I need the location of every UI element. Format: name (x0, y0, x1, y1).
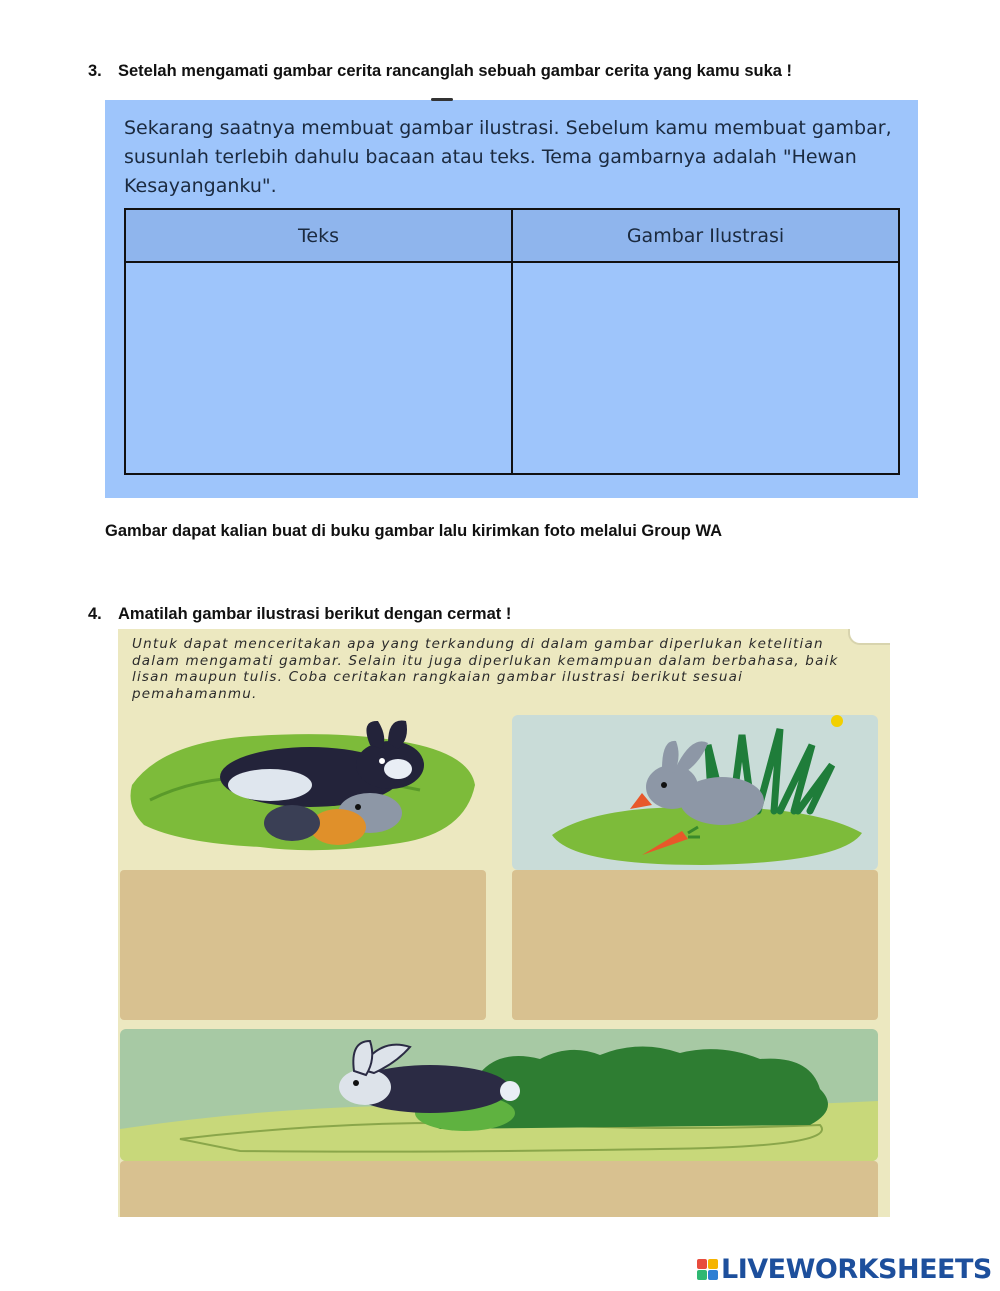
question-3-text: Setelah mengamati gambar cerita rancanglah sebuah gambar cerita yang kamu suka ! (118, 62, 793, 80)
logo-wordmark: LIVEWORKSHEETS (721, 1254, 992, 1285)
question-4-text: Amatilah gambar ilustrasi berikut dengan cermat ! (118, 605, 512, 623)
logo-block-green (697, 1270, 707, 1280)
box-tab-decoration (431, 98, 453, 101)
question-4-intro: Untuk dapat menceritakan apa yang terkandung di dalam gambar diperlukan ketelitian dalam mengamati gambar. Selain itu juga diperlukan kemampuan dalam berbahasa, baik lisan maupun tulis. Coba ceritakan rangkaian gambar ilustrasi berikut sesuai pemahamanmu. (132, 636, 839, 702)
question-3-title (88, 62, 792, 81)
liveworksheets-logo (697, 1254, 992, 1285)
logo-block-blue (708, 1270, 718, 1280)
table-header-teks: Teks (126, 210, 513, 263)
scene-1-rabbit-family (120, 715, 486, 870)
question-4-number: 4. (88, 605, 102, 623)
story-table (124, 208, 900, 475)
table-header-gambar-ilustrasi: Gambar Ilustrasi (513, 210, 898, 263)
question-3-box (105, 100, 918, 498)
scene-3-rabbit-hopping (120, 1029, 878, 1161)
table-cell-teks[interactable] (126, 263, 513, 473)
question-4-title (88, 605, 511, 624)
logo-block-red (697, 1259, 707, 1269)
table-cell-gambar[interactable] (513, 263, 898, 473)
question-3-number: 3. (88, 62, 102, 80)
question-3-intro: Sekarang saatnya membuat gambar ilustrasi. Sebelum kamu membuat gambar, susunlah terlebih dahulu bacaan atau teks. Tema gambarnya adalah "Hewan Kesayanganku". (124, 117, 892, 197)
scene-2-answer-box[interactable] (512, 870, 878, 1020)
scene-2-rabbit-carrot (512, 715, 878, 870)
scene-1-answer-box[interactable] (120, 870, 486, 1020)
question-3-note: Gambar dapat kalian buat di buku gambar lalu kirimkan foto melalui Group WA (105, 522, 723, 540)
rabbit-carrot-illustration (512, 715, 878, 870)
scene-3-answer-box[interactable] (120, 1161, 878, 1217)
logo-blocks-icon (697, 1259, 718, 1280)
illustration-panel (118, 629, 890, 1217)
rabbit-family-illustration (120, 715, 486, 870)
logo-block-yellow (708, 1259, 718, 1269)
rabbit-hopping-illustration (120, 1029, 878, 1161)
